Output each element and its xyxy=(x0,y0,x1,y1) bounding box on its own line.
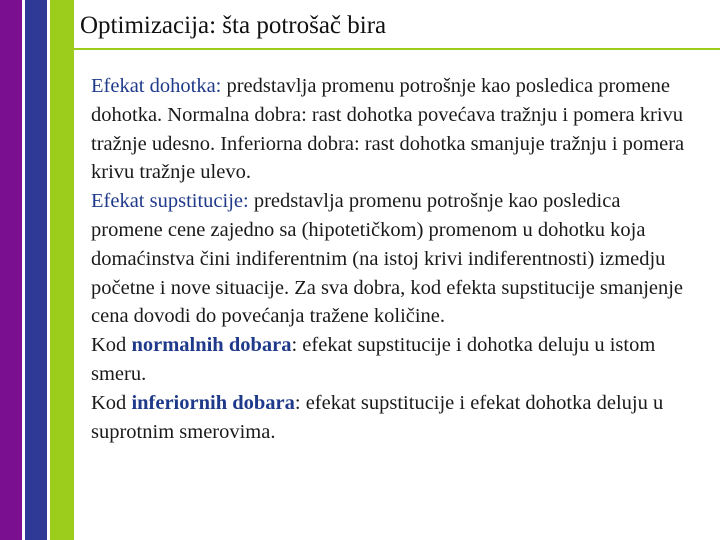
term-inferior-goods: inferiornih dobara xyxy=(131,391,295,414)
paragraph-inferior-goods xyxy=(91,389,691,447)
term-normal-goods: normalnih dobara xyxy=(131,334,292,357)
term-income-effect: Efekat dohotka: xyxy=(91,75,222,97)
paragraph-text: : efekat supstitucije i dohotka deluju u istom smeru. xyxy=(91,334,656,385)
decorative-stripe-purple xyxy=(0,0,22,540)
paragraph-prefix: Kod xyxy=(91,334,132,357)
decorative-stripe-blue xyxy=(25,0,47,540)
paragraph-income-effect xyxy=(91,72,691,187)
decorative-stripe-green xyxy=(50,0,74,540)
paragraph-prefix: Kod xyxy=(91,391,132,414)
slide-body xyxy=(91,72,691,446)
paragraph-normal-goods xyxy=(91,331,691,389)
paragraph-text: predstavlja promenu potrošnje kao posledica promene cene zajedno sa (hipotetičkom) promenom u dohotku koja domaćinstva čini indiferentnim (na istoj krivi indiferentnosti) izmedju početne i nove situacije. Za sva dobra, kod efekta supstitucije smanjenje cena dovodi do povećanja tražene količine. xyxy=(91,190,684,328)
title-divider xyxy=(74,48,720,50)
paragraph-text: predstavlja promenu potrošnje kao posledica promene dohotka. Normalna dobra: rast dohotka povećava tražnju i pomera krivu tražnje udesno. Inferiorna dobra: rast dohotka smanjuje tražnju i pomera krivu tražnje ulevo. xyxy=(91,75,685,184)
paragraph-text: : efekat supstitucije i efekat dohotka deluju u suprotnim smerovima. xyxy=(91,391,664,443)
paragraph-substitution-effect xyxy=(91,187,691,331)
slide-title: Optimizacija: šta potrošač bira xyxy=(80,12,387,39)
term-substitution-effect: Efekat supstitucije: xyxy=(91,190,249,213)
